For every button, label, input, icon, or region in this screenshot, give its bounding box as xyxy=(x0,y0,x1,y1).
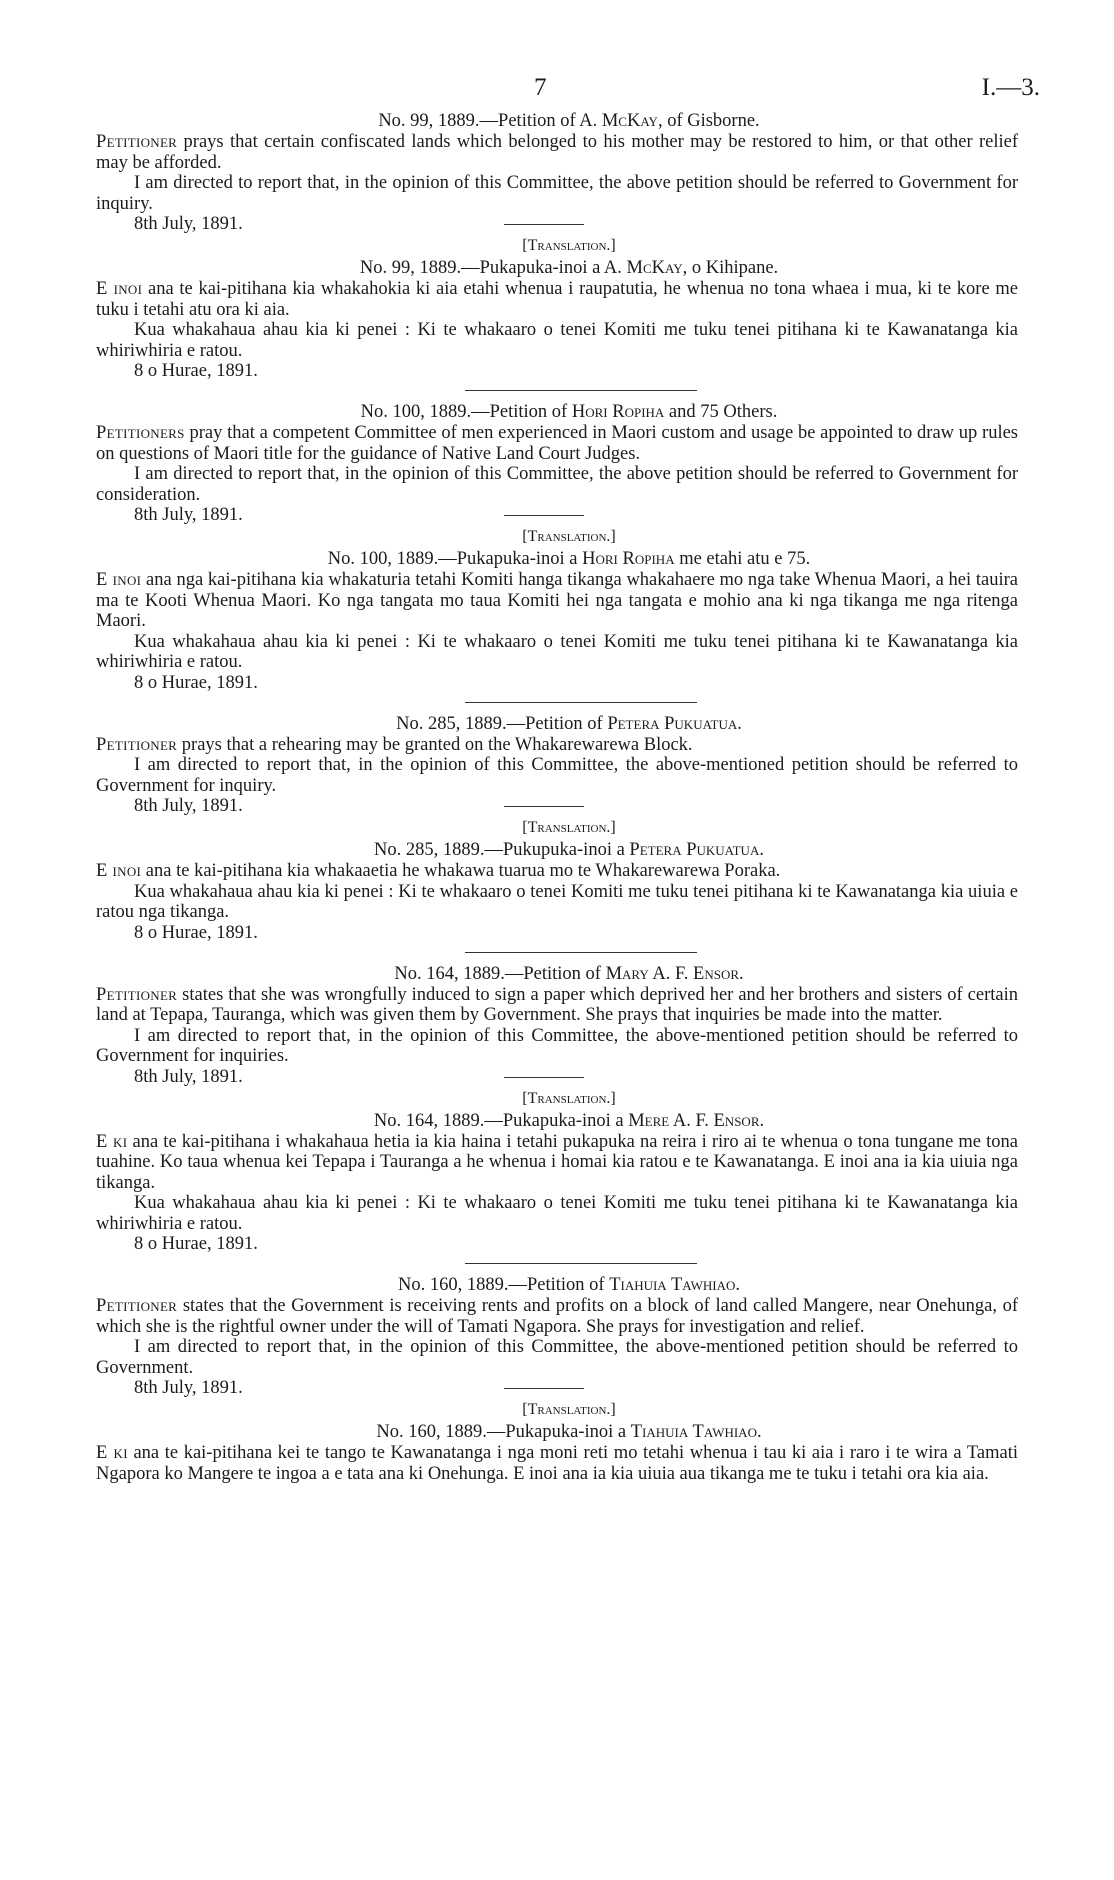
maori-summary xyxy=(96,1443,1018,1484)
maori-summary xyxy=(96,861,1018,882)
petition-lead-word: Petitioner xyxy=(96,1296,178,1316)
maori-title-text: No. 99, 1889.—Pukapuka-inoi a A. xyxy=(359,258,627,278)
maori-title-text: me etahi atu e 75. xyxy=(674,549,811,569)
petitioner-name: Hori Ropiha xyxy=(571,402,665,422)
maori-petitioner-name: Mere A. F. Ensor xyxy=(628,1110,760,1131)
maori-title-text: No. 285, 1889.—Pukupuka-inoi a xyxy=(374,840,630,860)
maori-committee-report: Kua whakahaua ahau kia ki penei : Ki te whakaaro o tenei Komiti me tuku tenei pitihana ki te Kawanatanga kia whiriwhiria e ratou. xyxy=(96,320,1018,361)
section-divider xyxy=(465,952,697,953)
translation-label: [Translation.] xyxy=(522,1401,616,1418)
maori-lead-word: E inoi xyxy=(96,570,142,590)
document-page xyxy=(96,58,1040,1484)
maori-petitioner-name: Petera Pukuatua xyxy=(629,840,760,860)
short-divider xyxy=(504,1077,584,1078)
section-divider xyxy=(465,702,697,703)
maori-petition-title xyxy=(96,839,1018,861)
document-reference: I.—3. xyxy=(981,74,1040,101)
maori-title-text: . xyxy=(759,840,764,860)
maori-petition-title xyxy=(96,1110,1018,1132)
report-date xyxy=(96,505,1018,526)
maori-summary xyxy=(96,279,1018,320)
maori-title-text: , o Kihipane. xyxy=(682,258,779,278)
committee-report: I am directed to report that, in the opinion of this Committee, the above-mentioned petition should be referred to Government for inquiries. xyxy=(96,1025,1018,1066)
report-date xyxy=(96,214,1018,235)
petition-summary-text: pray that a competent Committee of men experienced in Maori custom and usage be appointed to draw up rules on questions of Maori title for the guidance of Native Land Court Judges. xyxy=(96,423,1018,464)
petition-summary-text: states that she was wrongfully induced to sign a paper which deprived her and her brothers and sisters of certain land at Tepapa, Tauranga, which was given them by Government. She prays that inquiries be made into the matter. xyxy=(96,984,1018,1025)
petition-summary xyxy=(96,132,1018,173)
maori-petitioner-name: McKay xyxy=(626,258,683,278)
maori-report-date: 8 o Hurae, 1891. xyxy=(134,361,258,381)
maori-summary-text: ana te kai-pitihana kia whakahokia ki aia etahi whenua i raupatutia, he whenua no tona whaea i mua, ki te kore me tuku i tetahi atu ora ki aia. xyxy=(96,279,1018,320)
petition-title xyxy=(96,110,1018,132)
committee-report: I am directed to report that, in the opinion of this Committee, the above petition should be referred to Government for inquiry. xyxy=(96,173,1018,214)
maori-summary xyxy=(96,1132,1018,1194)
petition-title-text: and 75 Others. xyxy=(664,402,778,422)
short-divider xyxy=(504,515,584,516)
petition-list xyxy=(96,110,1018,1484)
petition-title-text: . xyxy=(739,963,744,984)
petition-entry xyxy=(96,1274,1018,1484)
petition-title-text: , of Gisborne. xyxy=(657,111,760,131)
maori-report-date: 8 o Hurae, 1891. xyxy=(134,922,258,943)
maori-summary-text: ana te kai-pitihana kia whakaaetia he whakawa tuarua mo te Whakarewarewa Poraka. xyxy=(141,861,781,881)
maori-summary xyxy=(96,570,1018,632)
page-number: 7 xyxy=(534,74,547,101)
petition-title xyxy=(96,401,1018,423)
translation-label: [Translation.] xyxy=(522,528,616,545)
petition-title-text: . xyxy=(737,713,742,734)
maori-petition-title xyxy=(96,257,1018,279)
petition-lead-word: Petitioner xyxy=(96,734,178,755)
petitioner-name: Tiahuia Tawhiao xyxy=(609,1275,736,1295)
maori-petitioner-name: Hori Ropiha xyxy=(582,549,675,569)
page-header xyxy=(96,58,1040,110)
short-divider xyxy=(504,806,584,807)
maori-lead-word: E ki xyxy=(96,1131,128,1152)
report-date-text: 8th July, 1891. xyxy=(134,214,243,234)
petition-summary xyxy=(96,985,1018,1026)
petition-title xyxy=(96,963,1018,985)
petition-title-text: No. 99, 1889.—Petition of A. xyxy=(378,111,602,131)
section-divider xyxy=(465,1263,697,1264)
maori-lead-word: E inoi xyxy=(96,279,143,299)
petitioner-name: Mary A. F. Ensor xyxy=(605,963,740,984)
petition-summary-text: prays that a rehearing may be granted on the Whakarewarewa Block. xyxy=(177,734,693,755)
maori-title-text: . xyxy=(759,1110,765,1131)
maori-petition-title xyxy=(96,1421,1018,1443)
maori-title-text: No. 164, 1889.—Pukapuka-inoi a xyxy=(373,1110,629,1131)
section-divider xyxy=(465,390,697,391)
translation-label: [Translation.] xyxy=(522,819,616,836)
petition-title-text: No. 100, 1889.—Petition of xyxy=(360,402,572,422)
maori-summary-text: ana nga kai-pitihana kia whakaturia tetahi Komiti hanga tikanga whakahaere mo nga take Whenua Maori, a hei tauira ma te Kooti Whenua Maori. Ko nga tangata mo taua Komiti hei nga tangata e mohio ana ki nga tikanga me nga ritenga Maori. xyxy=(96,570,1018,631)
maori-report-date: 8 o Hurae, 1891. xyxy=(134,1234,258,1254)
petition-summary xyxy=(96,423,1018,464)
petitioner-name: McKay xyxy=(601,111,658,131)
maori-committee-report: Kua whakahaua ahau kia ki penei : Ki te whakaaro o tenei Komiti me tuku tenei pitihana ki te Kawanatanga kia whiriwhiria e ratou. xyxy=(96,1193,1018,1234)
petition-entry xyxy=(96,713,1018,953)
petition-summary-text: states that the Government is receiving rents and profits on a block of land called Mangere, near Onehunga, of which she is the rightful owner under the will of Tamati Ngapora. She prays for investigation and relief. xyxy=(96,1296,1018,1337)
petitioner-name: Petera Pukuatua xyxy=(607,713,738,734)
maori-title-text: No. 160, 1889.—Pukapuka-inoi a xyxy=(376,1422,631,1442)
report-date-text: 8th July, 1891. xyxy=(134,1378,243,1398)
petition-summary xyxy=(96,1296,1018,1337)
maori-title-text: . xyxy=(756,1422,762,1442)
maori-summary-text: ana te kai-pitihana kei te tango te Kawanatanga i nga moni reti mo tetahi whenua i tau ki aia i raro i te wira a Tamati Ngapora ko Mangere te ingoa a e tata ana ki Onehunga. E inoi ana ia kia uiuia aua tikanga me te tuku i tetahi ora kia aia. xyxy=(96,1443,1019,1484)
petition-lead-word: Petitioner xyxy=(96,984,178,1005)
report-date xyxy=(96,1067,1018,1088)
maori-lead-word: E inoi xyxy=(96,861,142,881)
petition-entry xyxy=(96,401,1018,703)
translation-label: [Translation.] xyxy=(522,237,616,254)
petition-summary xyxy=(96,735,1018,756)
maori-lead-word: E ki xyxy=(96,1443,128,1463)
translation-label: [Translation.] xyxy=(522,1089,616,1107)
committee-report: I am directed to report that, in the opinion of this Committee, the above-mentioned petition should be referred to Government. xyxy=(96,1337,1018,1378)
maori-committee-report: Kua whakahaua ahau kia ki penei : Ki te whakaaro o tenei Komiti me tuku tenei pitihana ki te Kawanatanga kia uiuia e ratou nga tikanga. xyxy=(96,881,1018,922)
petition-title-text: . xyxy=(735,1275,741,1295)
short-divider xyxy=(504,224,584,225)
maori-summary-text: ana te kai-pitihana i whakahaua hetia ia kia haina i tetahi pukapuka na reira i riro ai te whenua o tona tungane me tona tuahine. Ko taua whenua kei Tepapa i Tauranga a he whenua i homai kia ratou e te Kawanatanga. E inoi ana ia kia uiuia nga tikanga. xyxy=(96,1131,1019,1193)
petition-title-text: No. 164, 1889.—Petition of xyxy=(394,963,606,984)
maori-report-date: 8 o Hurae, 1891. xyxy=(134,672,258,693)
maori-title-text: No. 100, 1889.—Pukapuka-inoi a xyxy=(327,549,583,569)
report-date xyxy=(96,796,1018,817)
petition-title xyxy=(96,713,1018,735)
maori-petition-title xyxy=(96,548,1018,570)
petition-entry xyxy=(96,110,1018,391)
report-date-text: 8th July, 1891. xyxy=(134,505,243,525)
committee-report: I am directed to report that, in the opinion of this Committee, the above-mentioned petition should be referred to Government for inquiry. xyxy=(96,755,1018,796)
petition-title xyxy=(96,1274,1018,1296)
committee-report: I am directed to report that, in the opinion of this Committee, the above petition should be referred to Government for consideration. xyxy=(96,464,1018,505)
petition-lead-word: Petitioner xyxy=(96,132,178,152)
petition-lead-word: Petitioners xyxy=(96,423,185,443)
maori-committee-report: Kua whakahaua ahau kia ki penei : Ki te whakaaro o tenei Komiti me tuku tenei pitihana ki te Kawanatanga kia whiriwhiria e ratou. xyxy=(96,631,1018,672)
short-divider xyxy=(504,1388,584,1389)
petition-title-text: No. 160, 1889.—Petition of xyxy=(397,1275,610,1295)
maori-petitioner-name: Tiahuia Tawhiao xyxy=(630,1422,757,1442)
petition-summary-text: prays that certain confiscated lands which belonged to his mother may be restored to him, or that other relief may be afforded. xyxy=(96,132,1018,173)
petition-title-text: No. 285, 1889.—Petition of xyxy=(396,713,608,734)
report-date-text: 8th July, 1891. xyxy=(134,796,243,816)
report-date xyxy=(96,1378,1018,1399)
report-date-text: 8th July, 1891. xyxy=(134,1066,243,1087)
petition-entry xyxy=(96,963,1018,1265)
